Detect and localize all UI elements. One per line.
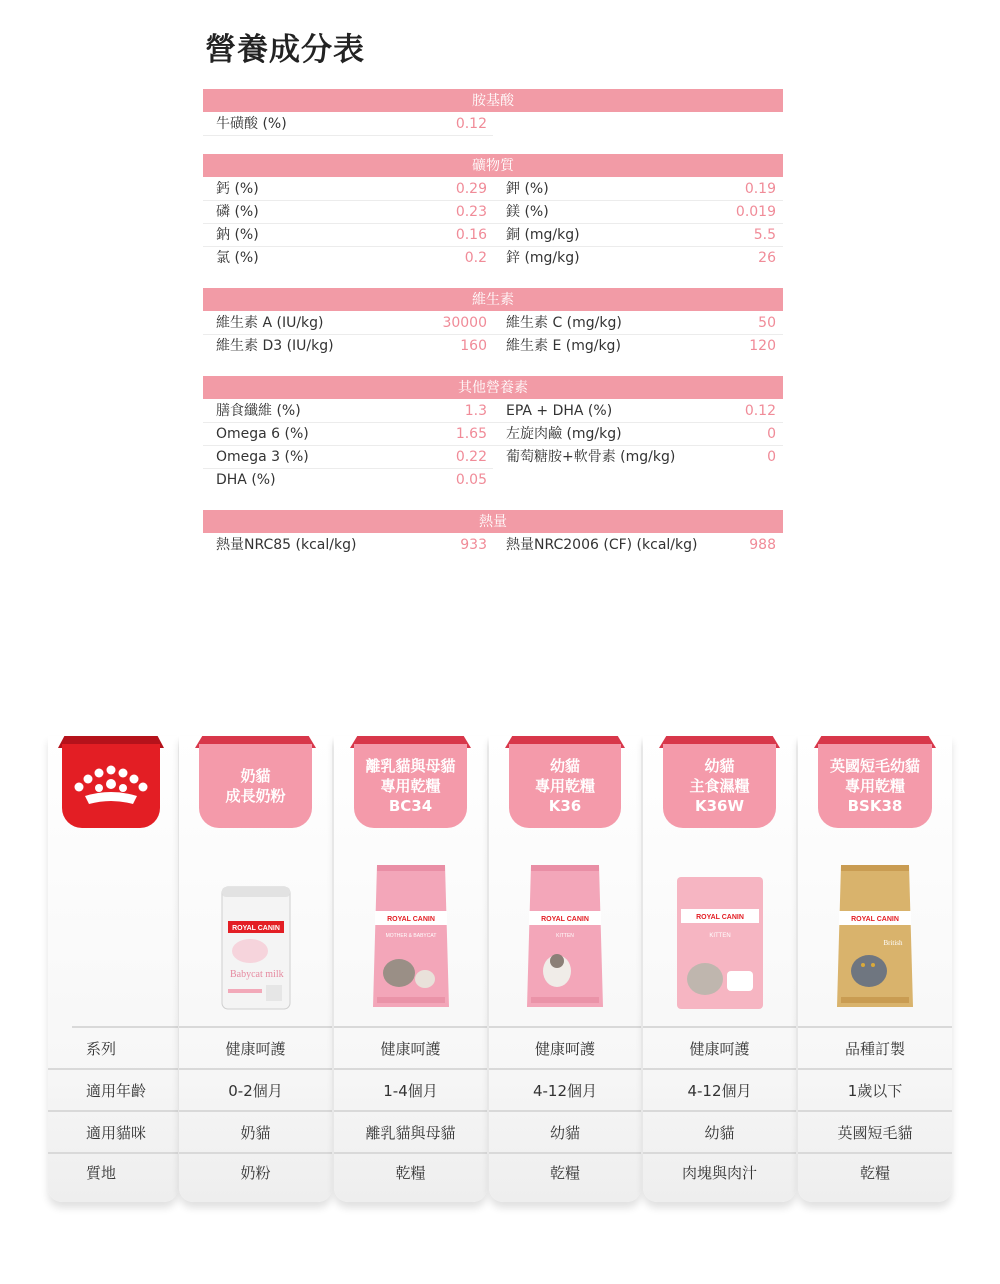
nutrient-name: 鉀 (%) (506, 181, 549, 197)
nutrient-name: 氯 (%) (216, 250, 259, 266)
nutrient-row (203, 469, 493, 492)
product-name-line: 成長奶粉 (225, 787, 286, 805)
cell-series: 健康呵護 (643, 1028, 796, 1070)
product-card-bc34[interactable] (334, 736, 487, 1202)
nutrient-value: 0.12 (744, 403, 776, 419)
nutrient-row (203, 247, 493, 270)
nutrient-value: 933 (460, 537, 487, 553)
nutrient-value: 0 (767, 449, 776, 465)
nutrient-value: 0.23 (455, 204, 487, 220)
nutrient-row (493, 247, 783, 270)
nutrient-value: 5.5 (753, 227, 776, 243)
brand-text: ROYAL CANIN (231, 925, 280, 932)
product-image (798, 851, 952, 1011)
nutrient-value: 26 (758, 250, 776, 266)
nutrient-name: 銅 (mg/kg) (506, 227, 580, 243)
nutrient-value: 120 (749, 338, 776, 354)
product-tab (350, 736, 471, 828)
product-card-bsk38[interactable] (798, 736, 952, 1202)
product-code: BSK38 (847, 797, 903, 815)
nutrient-name: 左旋肉鹼 (mg/kg) (506, 426, 622, 442)
nutrient-row (203, 335, 493, 358)
nutrient-name: 葡萄糖胺+軟骨素 (mg/kg) (506, 449, 676, 465)
cell-cat-type: 幼貓 (489, 1112, 641, 1154)
cell-series: 健康呵護 (489, 1028, 641, 1070)
nutrient-name: 熱量NRC2006 (CF) (kcal/kg) (506, 537, 698, 553)
nutrient-row (493, 335, 783, 358)
nutrient-value: 988 (749, 537, 776, 553)
cell-cat-type: 英國短毛貓 (798, 1112, 952, 1154)
product-tab (195, 736, 316, 828)
nutrient-value: 0.12 (455, 116, 487, 132)
cell-age: 4-12個月 (643, 1070, 796, 1112)
product-name-line: 離乳貓與母貓 (365, 757, 456, 775)
nutrient-value: 0.16 (455, 227, 487, 243)
nutrient-name: 維生素 E (mg/kg) (506, 338, 621, 354)
product-code: K36 (548, 797, 582, 815)
nutrient-row (493, 312, 783, 335)
nutrient-name: EPA + DHA (%) (506, 403, 613, 419)
cell-cat-type: 幼貓 (643, 1112, 796, 1154)
nutrient-value: 160 (460, 338, 487, 354)
brand-text: ROYAL CANIN (695, 914, 744, 921)
cell-series: 品種訂製 (798, 1028, 952, 1070)
nutrient-name: 鋅 (mg/kg) (506, 250, 580, 266)
nutrient-value: 0.22 (455, 449, 487, 465)
nutrient-value: 0.05 (455, 472, 487, 488)
nutrition-table (203, 30, 783, 557)
nutrient-row (203, 201, 493, 224)
product-tab (505, 736, 625, 828)
section-header: 維生素 (203, 288, 783, 312)
nutrient-row (493, 201, 783, 224)
section-vitamin (203, 288, 783, 358)
nutrient-name: 膳食纖維 (%) (216, 403, 301, 419)
nutrient-row (203, 178, 493, 201)
nutrient-value: 0.29 (455, 181, 487, 197)
product-card-babycat-milk[interactable] (179, 736, 332, 1202)
product-name-line: 奶貓 (240, 767, 271, 785)
nutrient-name: 鈉 (%) (216, 227, 259, 243)
dry-food-bag-image (833, 861, 917, 1011)
product-name-line: 主食濕糧 (689, 777, 750, 795)
product-image (334, 851, 487, 1011)
nutrient-name: 牛磺酸 (%) (216, 116, 287, 132)
nutrient-value: 50 (758, 315, 776, 331)
milk-can-image (220, 885, 292, 1011)
row-label-column (48, 736, 178, 1202)
product-image (489, 851, 641, 1011)
cell-age: 0-2個月 (179, 1070, 332, 1112)
nutrient-name: 維生素 C (mg/kg) (506, 315, 622, 331)
nutrient-row (493, 446, 783, 469)
section-header: 熱量 (203, 510, 783, 534)
nutrient-row (203, 312, 493, 335)
nutrient-name: 鎂 (%) (506, 204, 549, 220)
product-name-line: 專用乾糧 (534, 777, 595, 795)
row-label-age: 適用年齡 (48, 1070, 178, 1112)
dry-food-bag-image (523, 861, 607, 1011)
brand-text: ROYAL CANIN (851, 916, 899, 923)
nutrient-value: 30000 (442, 315, 487, 331)
cell-cat-type: 離乳貓與母貓 (334, 1112, 487, 1154)
brand-text: ROYAL CANIN (541, 916, 589, 923)
brand-text: ROYAL CANIN (386, 916, 435, 923)
nutrient-name: DHA (%) (216, 472, 276, 488)
section-header: 胺基酸 (203, 89, 783, 113)
section-other (203, 376, 783, 492)
package-text: KITTEN (556, 933, 574, 939)
cell-texture: 乾糧 (395, 1164, 426, 1182)
cell-age: 1歲以下 (798, 1070, 952, 1112)
nutrient-value: 0.19 (744, 181, 776, 197)
product-code: BC34 (388, 797, 433, 815)
row-label-series: 系列 (48, 1028, 178, 1070)
nutrient-name: 磷 (%) (216, 204, 259, 220)
nutrient-value: 0.019 (735, 204, 776, 220)
row-label-cat-type: 適用貓咪 (48, 1112, 178, 1154)
product-tab (659, 736, 780, 828)
package-text: British (883, 939, 903, 947)
section-header: 礦物質 (203, 154, 783, 178)
nutrient-value: 1.65 (455, 426, 487, 442)
cell-age: 4-12個月 (489, 1070, 641, 1112)
section-amino (203, 89, 783, 136)
nutrient-value: 1.3 (464, 403, 487, 419)
nutrient-name: 維生素 A (IU/kg) (216, 315, 324, 331)
nutrient-name: Omega 3 (%) (216, 449, 309, 465)
nutrient-name: 鈣 (%) (216, 181, 259, 197)
product-name-line: 專用乾糧 (844, 777, 905, 795)
section-mineral (203, 154, 783, 270)
section-header: 其他營養素 (203, 376, 783, 400)
cell-series: 健康呵護 (334, 1028, 487, 1070)
nutrient-row (203, 113, 493, 136)
nutrient-name: 維生素 D3 (IU/kg) (216, 338, 334, 354)
product-name-line: 幼貓 (549, 757, 580, 775)
nutrient-row (203, 446, 493, 469)
nutrition-title: 營養成分表 (205, 32, 365, 68)
nutrient-row (493, 400, 783, 423)
cell-age: 1-4個月 (334, 1070, 487, 1112)
dry-food-bag-image (369, 861, 453, 1011)
cell-series: 健康呵護 (179, 1028, 332, 1070)
section-energy (203, 510, 783, 557)
nutrient-name: Omega 6 (%) (216, 426, 309, 442)
cell-texture: 奶粉 (240, 1164, 271, 1182)
nutrient-row (493, 224, 783, 247)
nutrient-row (203, 400, 493, 423)
row-label-texture: 質地 (86, 1164, 117, 1182)
product-image (179, 851, 332, 1011)
nutrient-row (203, 423, 493, 446)
product-name-line: 專用乾糧 (380, 777, 441, 795)
cell-cat-type: 奶貓 (179, 1112, 332, 1154)
nutrient-value: 0 (767, 426, 776, 442)
nutrient-name: 熱量NRC85 (kcal/kg) (216, 537, 357, 553)
nutrient-row (493, 534, 783, 557)
cell-texture: 乾糧 (549, 1164, 580, 1182)
product-comparison (48, 736, 952, 1214)
nutrient-row (203, 224, 493, 247)
cell-texture: 肉塊與肉汁 (681, 1164, 757, 1182)
brand-logo-tab (58, 736, 164, 828)
package-text: KITTEN (708, 933, 731, 939)
royal-canin-crown-icon (71, 764, 151, 808)
product-image (643, 851, 796, 1011)
nutrient-row (203, 534, 493, 557)
product-name-line: 幼貓 (704, 757, 735, 775)
package-text: Babycat milk (229, 969, 284, 980)
nutrient-row (493, 178, 783, 201)
nutrient-row (493, 423, 783, 446)
package-text: MOTHER & BABYCAT (385, 933, 436, 939)
wet-food-pouch-image (675, 875, 765, 1011)
product-card-k36w[interactable] (643, 736, 796, 1202)
product-tab (814, 736, 936, 828)
product-code: K36W (694, 797, 745, 815)
nutrient-value: 0.2 (464, 250, 487, 266)
product-card-k36[interactable] (489, 736, 641, 1202)
cell-texture: 乾糧 (859, 1164, 890, 1182)
product-name-line: 英國短毛幼貓 (829, 757, 920, 775)
